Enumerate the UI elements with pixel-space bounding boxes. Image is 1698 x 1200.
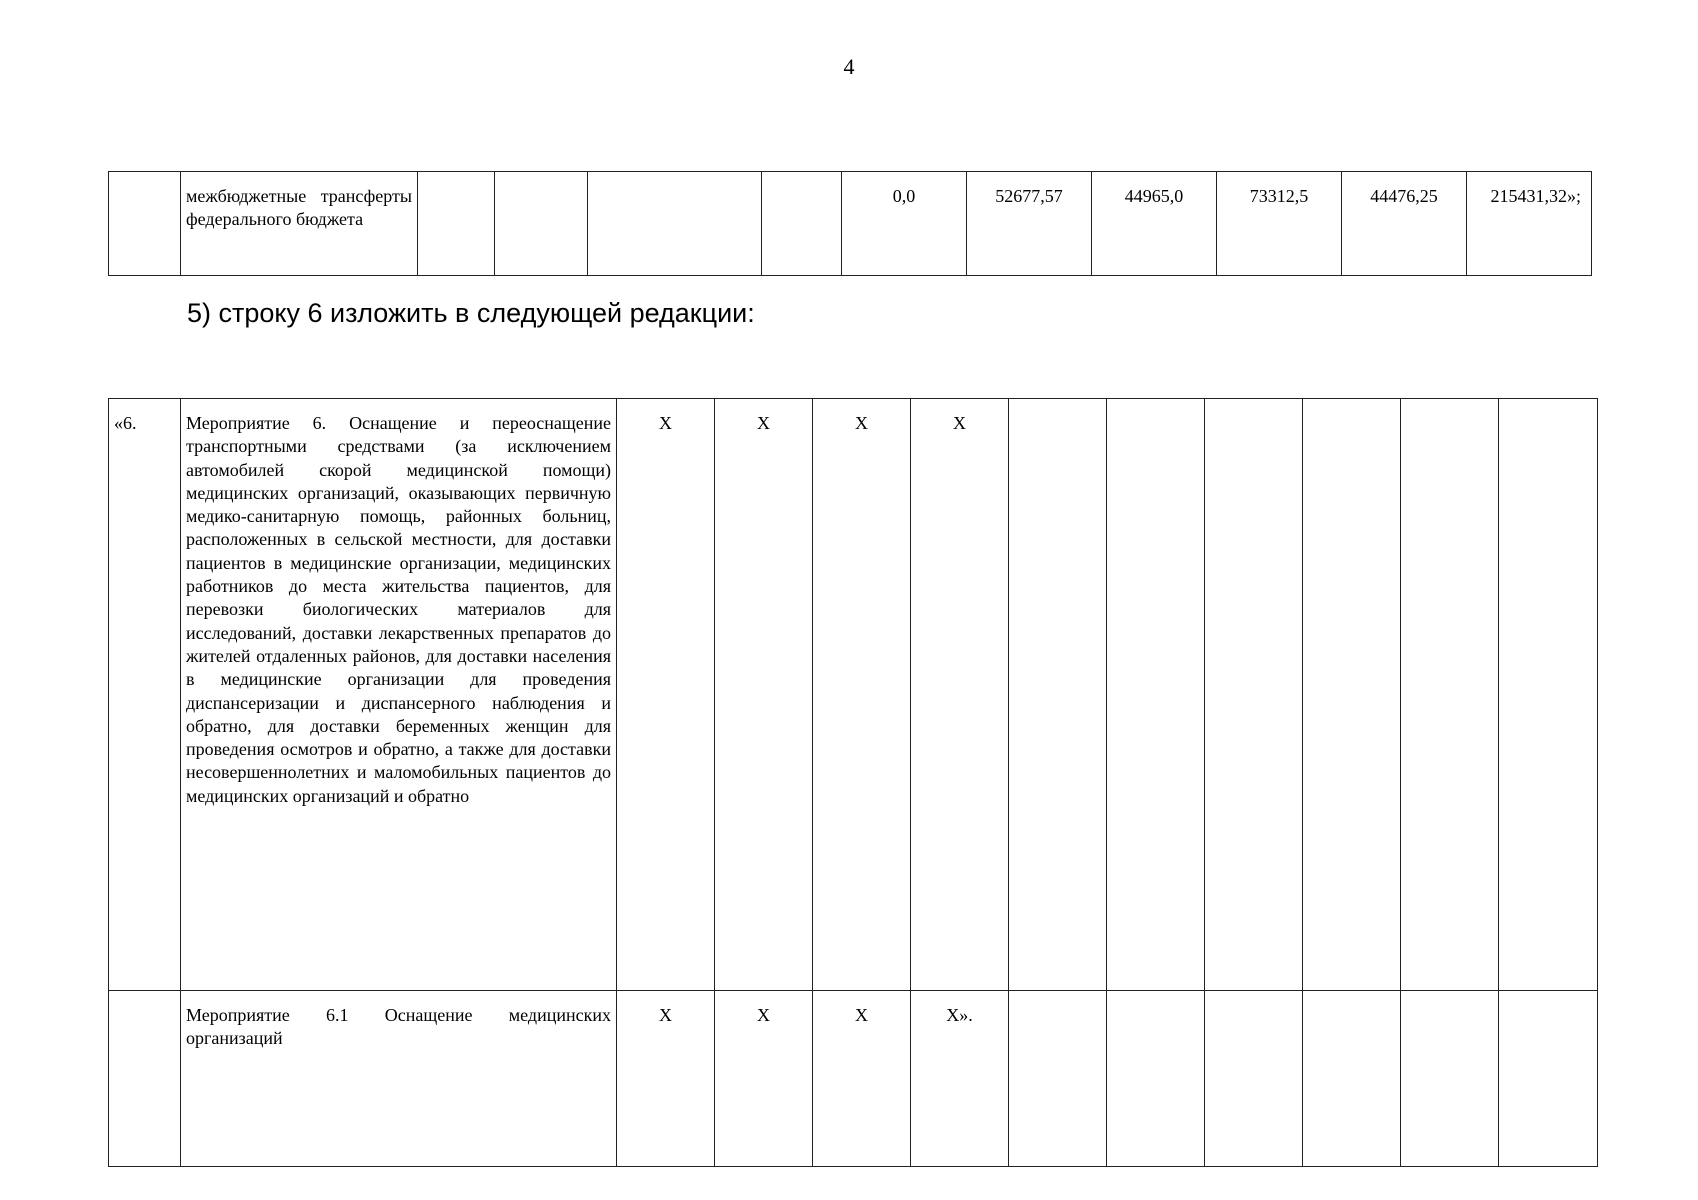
table-cell (418, 172, 495, 276)
mark-cell: X (715, 991, 813, 1167)
table-cell (1401, 991, 1499, 1167)
measure-description: Мероприятие 6. Оснащение и переоснащение транспортными средствами (за исключением автомобилей скорой медицинской помощи) медицинских организаций, оказывающих первичную медико-санитарную помощь, районных больниц, расположенных в сельской местности, для доставки пациентов в медицинские организации, медицинских работников до места жительства пациентов, для перевозки биологических материалов для исследований, доставки лекарственных препаратов до жителей отдаленных районов, для доставки населения в медицинские организации для проведения диспансеризации и диспансерного наблюдения и обратно, для доставки беременных женщин для проведения осмотров и обратно, а также для доставки несовершеннолетних и маломобильных пациентов до медицинских организаций и обратно (181, 399, 617, 991)
value-cell: 52677,57 (967, 172, 1092, 276)
table-cell (1107, 399, 1205, 991)
table-cell (1009, 991, 1107, 1167)
row-number (109, 991, 181, 1167)
table-cell (1107, 991, 1205, 1167)
table-cell (1303, 991, 1401, 1167)
table-cell (762, 172, 842, 276)
table-cell (495, 172, 588, 276)
budget-transfer-table (108, 171, 1592, 276)
table-cell (1499, 399, 1598, 991)
page-number: 4 (843, 54, 855, 79)
row-number: «6. (109, 399, 181, 991)
measures-table (108, 398, 1598, 1167)
value-cell: 44476,25 (1342, 172, 1467, 276)
table-cell (1009, 399, 1107, 991)
mark-cell: X (715, 399, 813, 991)
table-row (109, 399, 1598, 991)
mark-cell: X (617, 991, 715, 1167)
transfer-label: межбюджетные трансферты федерального бюджета (181, 172, 418, 276)
table-cell (1303, 399, 1401, 991)
table-row (109, 991, 1598, 1167)
value-cell: 44965,0 (1092, 172, 1217, 276)
table-cell (1205, 399, 1303, 991)
total-value-cell: 215431,32»; (1467, 172, 1592, 276)
table-cell (1401, 399, 1499, 991)
table-row (109, 172, 1592, 276)
instruction-text: 5) строку 6 изложить в следующей редакции: (187, 298, 755, 328)
table-cell (1205, 991, 1303, 1167)
value-cell: 73312,5 (1217, 172, 1342, 276)
value-cell: 0,0 (842, 172, 967, 276)
mark-cell: X (617, 399, 715, 991)
table-cell (109, 172, 181, 276)
measure-description: Мероприятие 6.1 Оснащение медицинских организаций (181, 991, 617, 1167)
mark-cell: X (911, 399, 1009, 991)
table-cell (588, 172, 762, 276)
mark-cell: X (813, 991, 911, 1167)
mark-cell: X». (911, 991, 1009, 1167)
table-cell (1499, 991, 1598, 1167)
mark-cell: X (813, 399, 911, 991)
